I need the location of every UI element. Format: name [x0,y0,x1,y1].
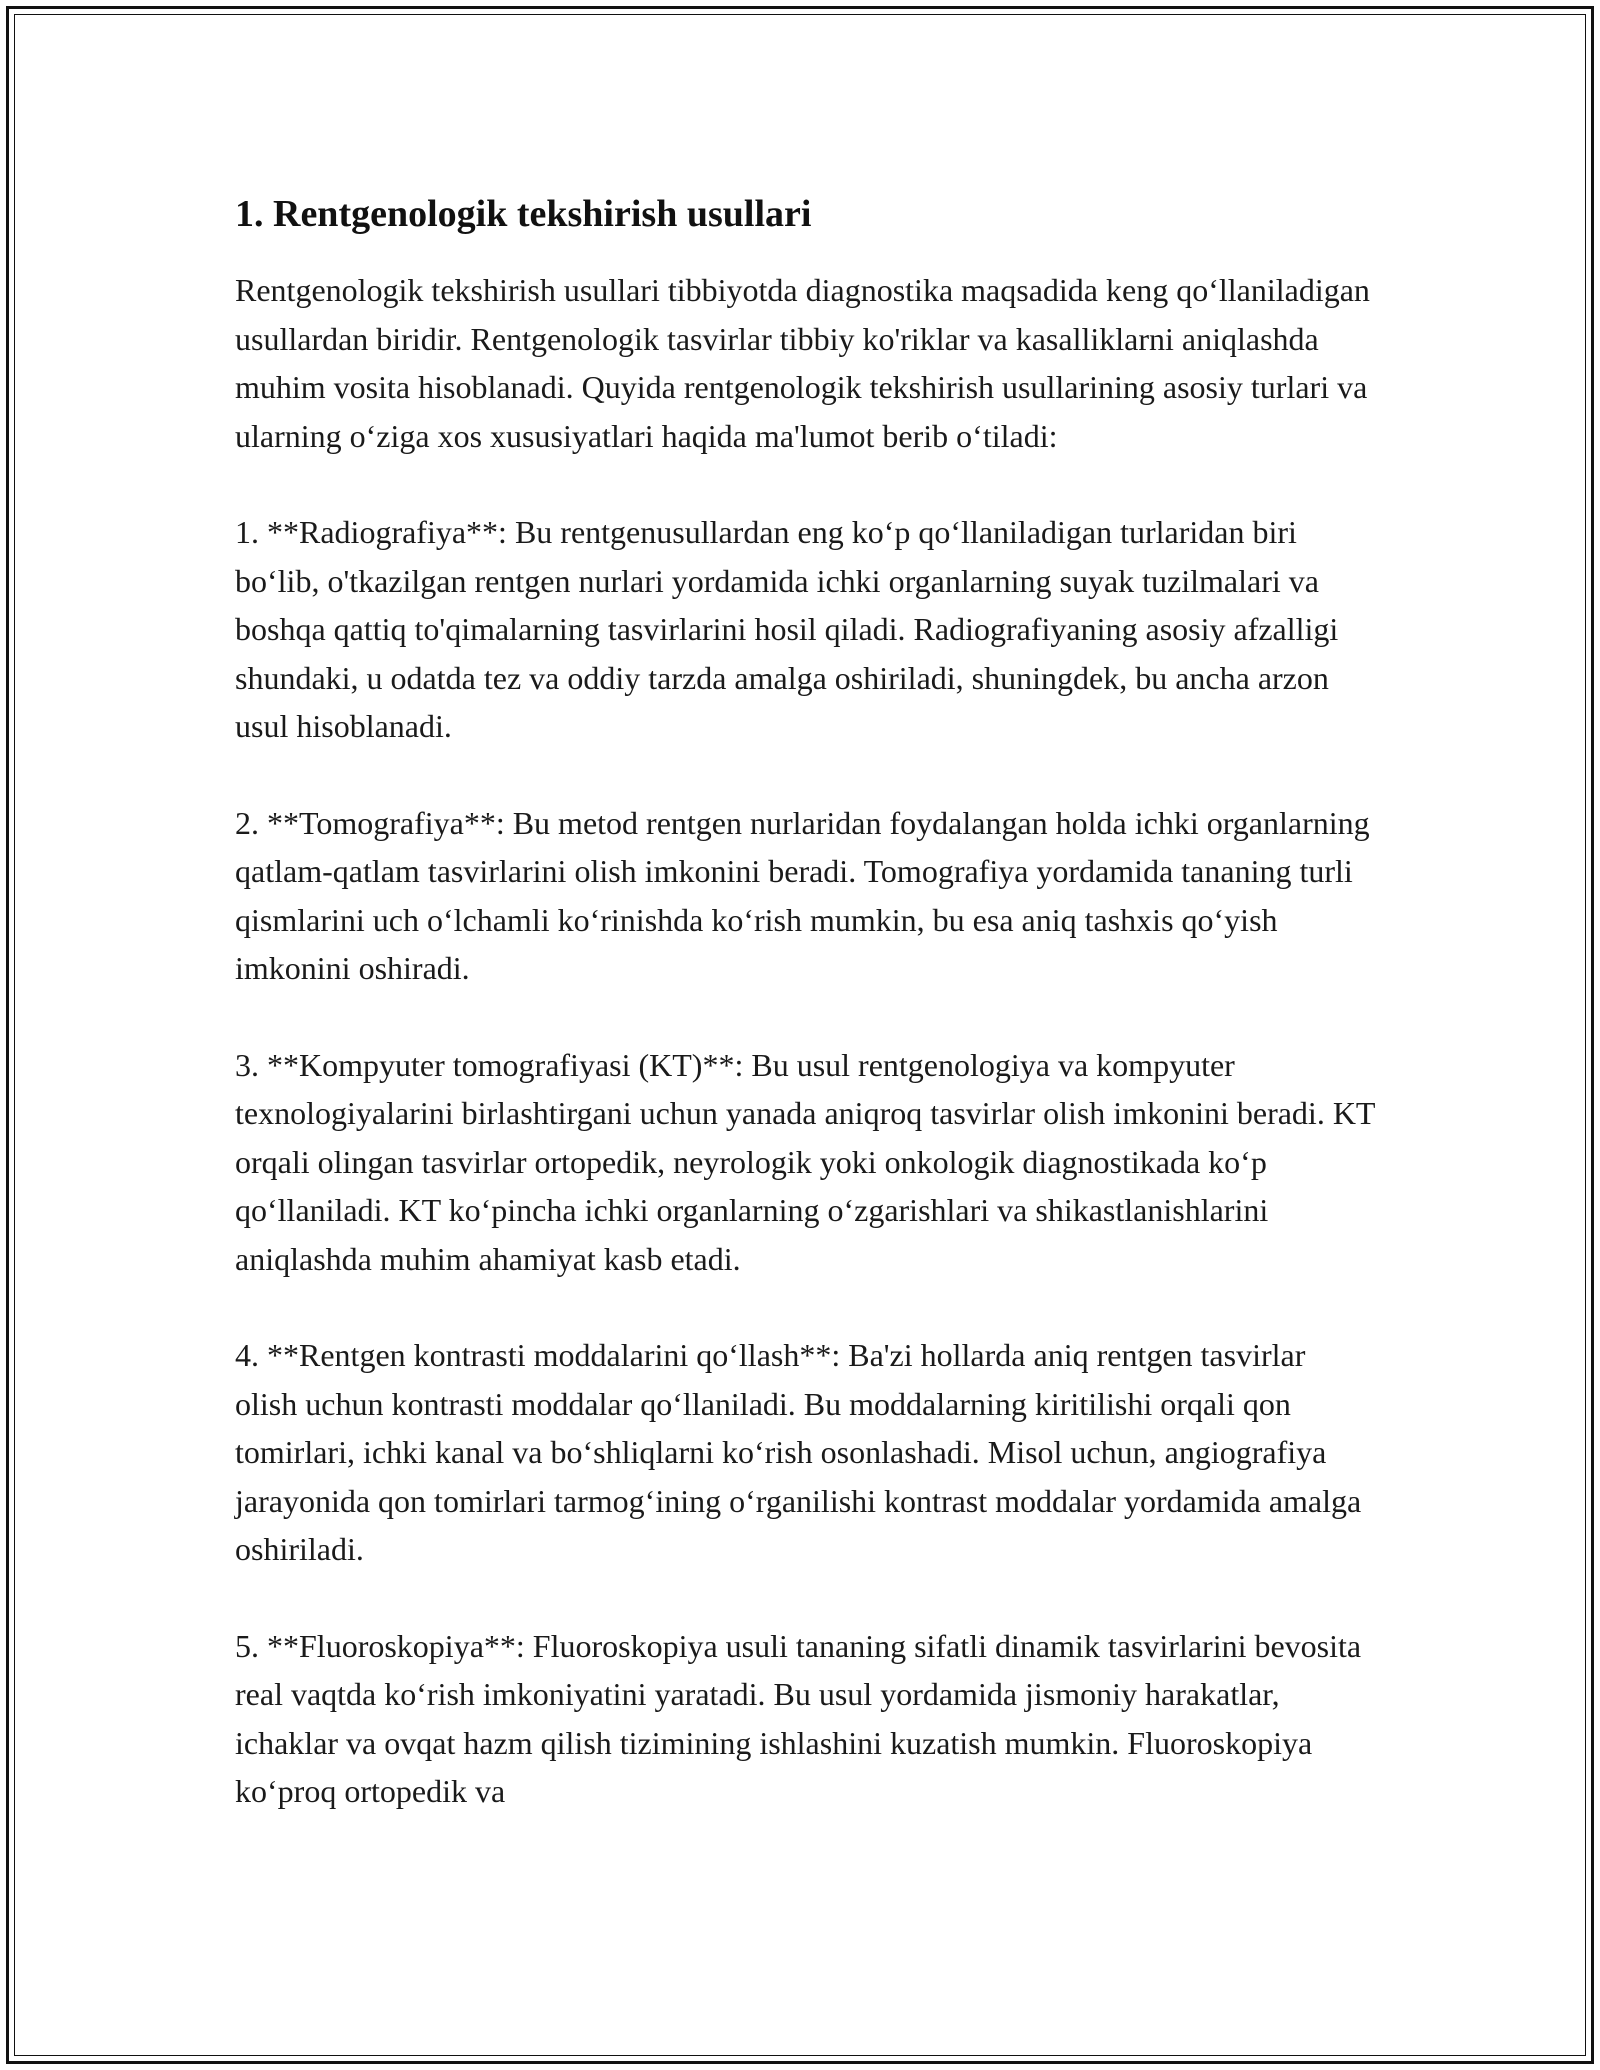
paragraph-kompyuter-tomografiyasi: 3. **Kompyuter tomografiyasi (KT)**: Bu usul rentgenologiya va kompyuter texnologiyalarini birlashtirgani uchun yanada aniqroq tasvirlar olish imkonini beradi. KT orqali olingan tasvirlar ortopedik, neyrologik yoki onkologik diagnostikada ko‘p qo‘llaniladi. KT ko‘pincha ichki organlarning o‘zgarishlari va shikastlanishlarini aniqlashda muhim ahamiyat kasb etadi. [235,1046,1375,1277]
paragraph-radiografiya: 1. **Radiografiya**: Bu rentgenusullardan eng ko‘p qo‘llaniladigan turlaridan biri bo‘lib, o'tkazilgan rentgen nurlari yordamida ichki organlarning suyak tuzilmalari va boshqa qattiq to'qimalarning tasvirlarini hosil qiladi. Radiografiyaning asosiy afzalligi shundaki, u odatda tez va oddiy tarzda amalga oshiriladi, shuningdek, bu ancha arzon usul hisoblanadi. [235,514,1339,744]
document-body [235,190,1375,1816]
paragraph-fluoroskopiya: 5. **Fluoroskopiya**: Fluoroskopiya usuli tananing sifatli dinamik tasvirlarini bevosita real vaqtda ko‘rish imkoniyatini yaratadi. Bu usul yordamida jismoniy harakatlar, ichaklar va ovqat hazm qilish tizimining ishlashini kuzatish mumkin. Fluoroskopiya ko‘proq ortopedik va [235,1627,1362,1809]
paragraph-rentgen-kontrasti: 4. **Rentgen kontrasti moddalarini qo‘llash**: Ba'zi hollarda aniq rentgen tasvirlar olish uchun kontrasti moddalar qo‘llaniladi. Bu moddalarning kiritilishi orqali qon tomirlari, ichki kanal va bo‘shliqlarni ko‘rish osonlashadi. Misol uchun, angiografiya jarayonida qon tomirlari tarmog‘ining o‘rganilishi kontrast moddalar yordamida amalga oshiriladi. [235,1337,1362,1567]
section-title: 1. Rentgenologik tekshirish usullari [235,193,812,235]
intro-paragraph: Rentgenologik tekshirish usullari tibbiyotda diagnostika maqsadida keng qo‘llaniladigan usullardan biridir. Rentgenologik tasvirlar tibbiy ko'riklar va kasalliklarni aniqlashda muhim vosita hisoblanadi. Quyida rentgenologik tekshirish usullarining asosiy turlari va ularning o‘ziga xos xususiyatlari haqida ma'lumot berib o‘tiladi: [235,272,1370,454]
paragraph-tomografiya: 2. **Tomografiya**: Bu metod rentgen nurlaridan foydalangan holda ichki organlarning qatlam-qatlam tasvirlarini olish imkonini beradi. Tomografiya yordamida tananing turli qismlarini uch o‘lchamli ko‘rinishda ko‘rish mumkin, bu esa aniq tashxis qo‘yish imkonini oshiradi. [235,804,1370,986]
